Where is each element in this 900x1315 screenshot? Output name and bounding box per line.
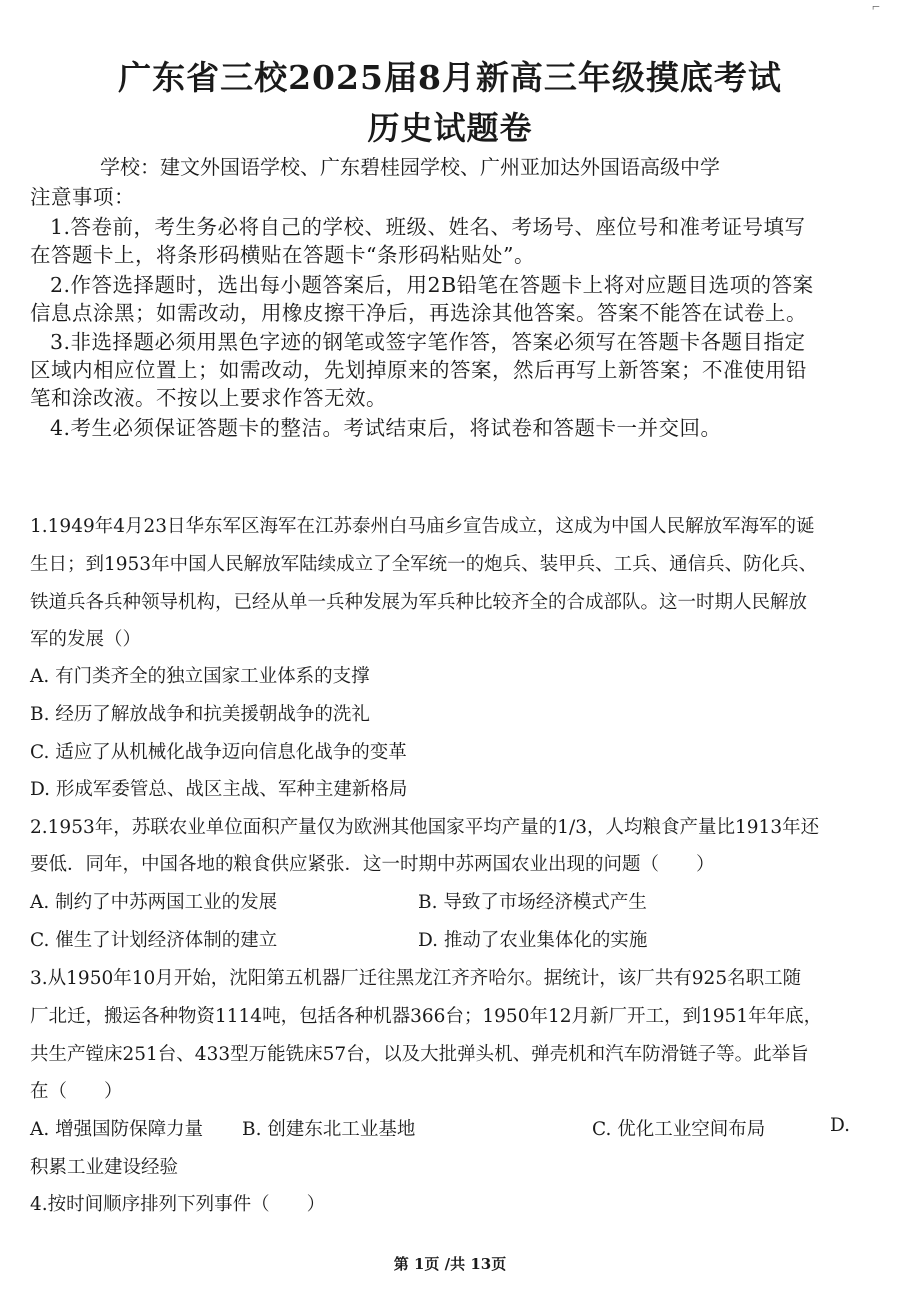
question-2-option-a: A. 制约了中苏两国工业的发展 bbox=[30, 892, 278, 913]
notice-line: 笔和涂改液。不按以上要求作答无效。 bbox=[30, 386, 387, 410]
school-list: 学校：建文外国语学校、广东碧桂园学校、广州亚加达外国语高级中学 bbox=[100, 155, 720, 179]
notice-line: 3.非选择题必须用黑色字迹的钢笔或签字笔作答，答案必须写在答题卡各题目指定 bbox=[50, 330, 806, 354]
question-2-text: 要低．同年，中国各地的粮食供应紧张．这一时期中苏两国农业出现的问题（ ） bbox=[30, 854, 715, 875]
question-2-option-d: D. 推动了农业集体化的实施 bbox=[418, 930, 648, 951]
question-3-text: 在（ ） bbox=[30, 1081, 123, 1102]
question-1-text: 军的发展（） bbox=[30, 629, 142, 650]
question-1-text: 铁道兵各兵种领导机构，已经从单一兵种发展为军兵种比较齐全的合成部队。这一时期人民解放 bbox=[30, 592, 808, 613]
page-number: 第 1页 /共 13页 bbox=[393, 1255, 507, 1273]
question-1-text: 1.1949年4月23日华东军区海军在江苏泰州白马庙乡宣告成立，这成为中国人民解放军海军的诞 bbox=[30, 516, 815, 537]
question-3-text: 共生产镗床251台、433型万能铣床57台，以及大批弹头机、弹壳机和汽车防滑链子等。此举旨 bbox=[30, 1044, 809, 1065]
question-4-text: 4.按时间顺序排列下列事件（ ） bbox=[30, 1194, 326, 1215]
question-1-text: 生日；到1953年中国人民解放军陆续成立了全军统一的炮兵、装甲兵、工兵、通信兵、防化兵、 bbox=[30, 554, 818, 575]
question-3-option-d-label: D. bbox=[830, 1115, 851, 1136]
notice-line: 2.作答选择题时，选出每小题答案后，用2B铅笔在答题卡上将对应题目选项的答案 bbox=[50, 273, 814, 297]
question-1-option-b: B. 经历了解放战争和抗美援朝战争的洗礼 bbox=[30, 704, 370, 725]
notice-heading: 注意事项： bbox=[30, 185, 135, 209]
corner-mark: ⌐ bbox=[872, 0, 880, 15]
notice-line: 在答题卡上，将条形码横贴在答题卡“条形码粘贴处”。 bbox=[30, 243, 535, 267]
exam-title: 广东省三校2025届8月新高三年级摸底考试 bbox=[118, 58, 782, 97]
exam-subtitle: 历史试题卷 bbox=[367, 109, 533, 147]
notice-line: 4.考生必须保证答题卡的整洁。考试结束后，将试卷和答题卡一并交回。 bbox=[50, 416, 722, 440]
question-3-option-c: C. 优化工业空间布局 bbox=[592, 1119, 766, 1140]
notice-line: 1.答卷前，考生务必将自己的学校、班级、姓名、考场号、座位号和准考证号填写 bbox=[50, 215, 806, 239]
question-2-text: 2.1953年，苏联农业单位面积产量仅为欧洲其他国家平均产量的1/3，人均粮食产量比1913年还 bbox=[30, 817, 820, 838]
question-3-option-d-text: 积累工业建设经验 bbox=[30, 1157, 179, 1178]
question-1-option-c: C. 适应了从机械化战争迈向信息化战争的变革 bbox=[30, 742, 407, 763]
question-1-option-a: A. 有门类齐全的独立国家工业体系的支撑 bbox=[30, 666, 370, 687]
question-3-text: 厂北迁，搬运各种物资1114吨，包括各种机器366台；1950年12月新厂开工，到1951年年底， bbox=[30, 1006, 823, 1027]
question-2-option-c: C. 催生了计划经济体制的建立 bbox=[30, 930, 278, 951]
question-3-text: 3.从1950年10月开始，沈阳第五机器厂迁往黑龙江齐齐哈尔。据统计，该厂共有925名职工随 bbox=[30, 968, 802, 989]
question-2-option-b: B. 导致了市场经济模式产生 bbox=[418, 892, 647, 913]
question-1-option-d: D. 形成军委管总、战区主战、军种主建新格局 bbox=[30, 779, 408, 800]
notice-line: 信息点涂黑；如需改动，用橡皮擦干净后，再选涂其他答案。答案不能答在试卷上。 bbox=[30, 301, 807, 325]
notice-line: 区域内相应位置上；如需改动，先划掉原来的答案，然后再写上新答案；不准使用铅 bbox=[30, 358, 807, 382]
question-3-option-b: B. 创建东北工业基地 bbox=[242, 1119, 416, 1140]
question-3-option-a: A. 增强国防保障力量 bbox=[30, 1119, 204, 1140]
